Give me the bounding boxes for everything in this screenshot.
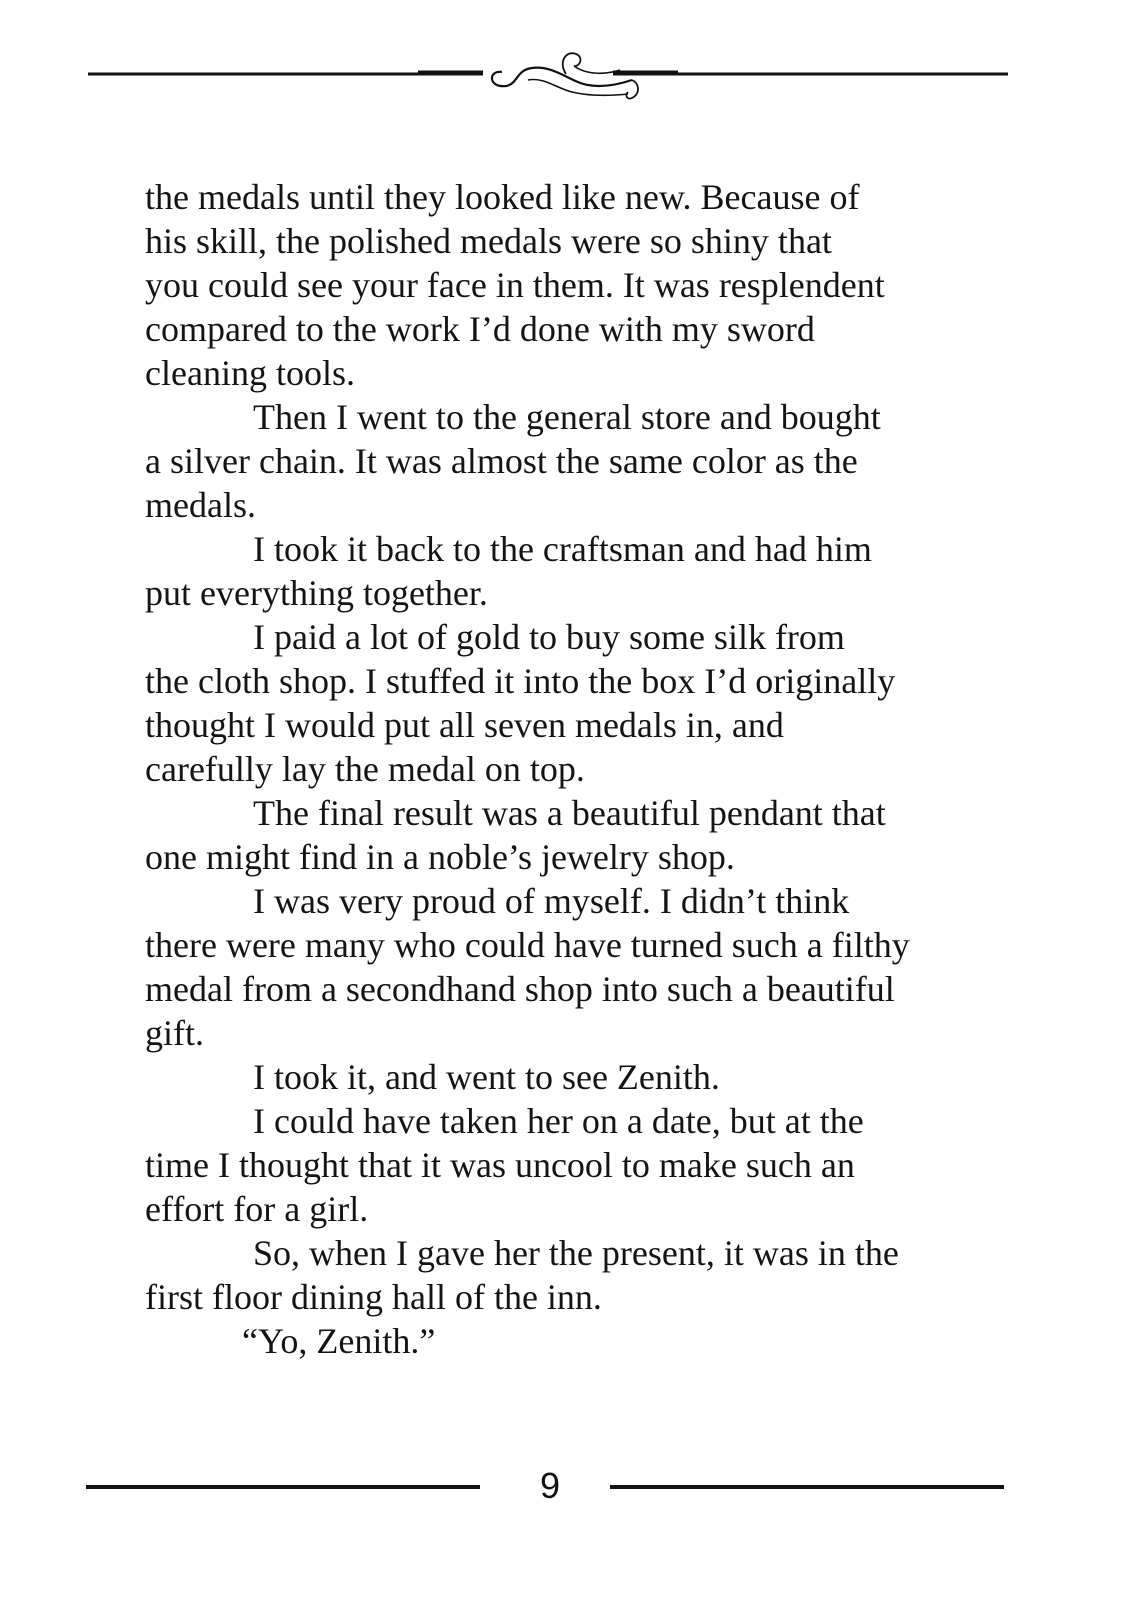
text-line: “Yo, Zenith.” [242, 1321, 436, 1361]
text-line: medals. [145, 485, 256, 525]
text-line: there were many who could have turned such a filthy [145, 925, 910, 965]
text-line: I took it, and went to see Zenith. [253, 1057, 720, 1097]
text-line: a silver chain. It was almost the same color as the [145, 441, 858, 481]
body-text [145, 175, 945, 1363]
text-line: Then I went to the general store and bought [253, 397, 881, 437]
text-line: I took it back to the craftsman and had him [253, 529, 872, 569]
flourish-scroll-icon [88, 40, 1008, 110]
text-line: cleaning tools. [145, 353, 355, 393]
text-line: carefully lay the medal on top. [145, 749, 585, 789]
text-line: The final result was a beautiful pendant that [253, 793, 886, 833]
text-line: you could see your face in them. It was resplendent [145, 265, 885, 305]
text-line: the cloth shop. I stuffed it into the box I’d originally [145, 661, 896, 701]
text-line: compared to the work I’d done with my sword [145, 309, 815, 349]
text-line: one might find in a noble’s jewelry shop. [145, 837, 735, 877]
text-line: his skill, the polished medals were so shiny that [145, 221, 832, 261]
text-line: time I thought that it was uncool to make such an [145, 1145, 855, 1185]
text-line: So, when I gave her the present, it was in the [253, 1233, 899, 1273]
text-line: I paid a lot of gold to buy some silk from [253, 617, 845, 657]
text-line: first floor dining hall of the inn. [145, 1277, 602, 1317]
text-line: the medals until they looked like new. Because of [145, 177, 860, 217]
text-line: medal from a secondhand shop into such a beautiful [145, 969, 895, 1009]
page-footer [0, 1460, 1122, 1520]
text-line: gift. [145, 1013, 204, 1053]
text-line: effort for a girl. [145, 1189, 369, 1229]
footer-rule-right [610, 1485, 1004, 1489]
page-number: 9 [539, 1465, 561, 1506]
text-line: I was very proud of myself. I didn’t think [253, 881, 850, 921]
text-line: thought I would put all seven medals in, and [145, 705, 784, 745]
text-line: I could have taken her on a date, but at the [253, 1101, 864, 1141]
footer-rule-left [86, 1485, 480, 1489]
text-line: put everything together. [145, 573, 488, 613]
